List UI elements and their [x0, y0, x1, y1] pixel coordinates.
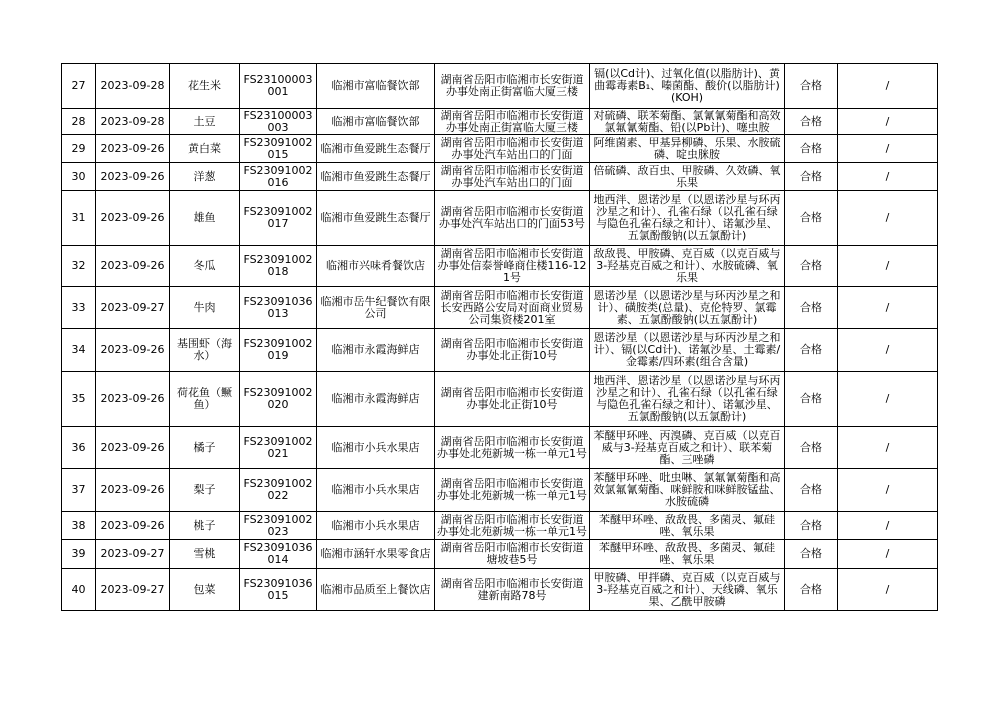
row-number: 37: [62, 469, 96, 512]
operator-address-text: 湖南省岳阳市临湘市长安街道办事处汽车站出口的门面: [440, 164, 584, 189]
test-items: [590, 163, 785, 191]
sample-code: [240, 469, 317, 512]
sample-code: [240, 287, 317, 329]
operator-address-text: 湖南省岳阳市临湘市长安街道办事处北苑新城一栋一单元1号: [437, 435, 587, 460]
remark: /: [838, 135, 938, 163]
sampling-date: 2023-09-27: [96, 569, 170, 611]
operator-address-text: 湖南省岳阳市临湘市长安街道办事处汽车站出口的门面: [440, 136, 584, 161]
remark: /: [838, 512, 938, 540]
operator-address: [435, 372, 590, 427]
test-items-text: 镉(以Cd计)、过氧化值(以脂肪计)、黄曲霉毒素B₁、嗪菌酯、酸价(以脂肪计)(KOH): [594, 68, 780, 104]
test-items: [590, 540, 785, 569]
sampling-date: 2023-09-26: [96, 512, 170, 540]
test-items-text: 对硫磷、联苯菊酯、氯氰氰菊酯和高效氯氟氰菊酯、铅(以Pb计)、噻虫胺: [593, 109, 781, 134]
operator-address: [435, 540, 590, 569]
sample-code: [240, 427, 317, 469]
operator-name-text: 临湘市鱼爱跳生态餐厅: [320, 212, 431, 224]
test-items-text: 地西泮、恩诺沙星（以恩诺沙星与环丙沙星之和计）、孔雀石绿（以孔雀石绿与隐色孔雀石绿之和计）、诺氟沙星、五氯酚酸钠(以五氯酚计): [593, 375, 781, 423]
remark: /: [838, 64, 938, 109]
test-items-text: 苯醚甲环唑、敌敌畏、多菌灵、氟硅唑、氧乐果: [599, 513, 775, 538]
sample-code: [240, 540, 317, 569]
test-result: 合格: [785, 191, 838, 246]
sample-code: [240, 109, 317, 135]
sample-code-text: FS23091002022: [243, 478, 313, 502]
operator-address-text: 湖南省岳阳市临湘市长安街道办事处北正街10号: [440, 387, 584, 411]
test-items: [590, 569, 785, 611]
operator-address: [435, 109, 590, 135]
row-number: 27: [62, 64, 96, 109]
sample-code-text: FS23091036015: [243, 577, 313, 602]
table-row: [62, 329, 938, 372]
food-name-text: 荷花鱼（鳜鱼）: [177, 387, 232, 411]
row-number: 36: [62, 427, 96, 469]
remark: /: [838, 163, 938, 191]
operator-address-text: 湖南省岳阳市临湘市长安街道办事处北正街10号: [440, 338, 584, 362]
row-number: 34: [62, 329, 96, 372]
table-body: [62, 64, 938, 611]
row-number: 29: [62, 135, 96, 163]
sample-code: [240, 135, 317, 163]
operator-address-text: 湖南省岳阳市临湘市长安街道办事处汽车站出口的门面53号: [439, 206, 585, 230]
food-name: 橘子: [170, 427, 240, 469]
food-name: 桃子: [170, 512, 240, 540]
test-items-text: 甲胺磷、甲拌磷、克百威（以克百威与3-羟基克百威之和计）、天线磷、氧乐果、乙酰甲胺磷: [593, 571, 781, 608]
row-number: 40: [62, 569, 96, 611]
table-row: [62, 469, 938, 512]
sample-code: [240, 64, 317, 109]
remark: /: [838, 109, 938, 135]
table-row: [62, 427, 938, 469]
operator-address-text: 湖南省岳阳市临湘市长安街道办事处北苑新城一栋一单元1号: [437, 513, 587, 538]
sampling-date: 2023-09-28: [96, 64, 170, 109]
table-row: [62, 109, 938, 135]
table-row: [62, 163, 938, 191]
table-row: [62, 135, 938, 163]
operator-address: [435, 135, 590, 163]
food-name: 梨子: [170, 469, 240, 512]
table-row: [62, 191, 938, 246]
operator-address-text: 湖南省岳阳市临湘市长安街道塘坡巷5号: [440, 542, 584, 566]
remark: /: [838, 540, 938, 569]
food-name: 冬瓜: [170, 246, 240, 287]
test-result: 合格: [785, 372, 838, 427]
sample-code: [240, 329, 317, 372]
operator-name: [317, 163, 435, 191]
sample-code-text: FS23091002016: [243, 164, 313, 189]
operator-name: 临湘市富临餐饮部: [317, 109, 435, 135]
operator-name-text: 临湘市涵轩水果零食店: [320, 548, 431, 560]
row-number: 38: [62, 512, 96, 540]
test-result: 合格: [785, 287, 838, 329]
sample-code: [240, 163, 317, 191]
food-name: [170, 372, 240, 427]
sample-code: [240, 246, 317, 287]
test-items-text: 恩诺沙星（以恩诺沙星与环丙沙星之和计）、镉(以Cd计)、诺氟沙星、土霉素/金霉素/四环素(组合含量): [593, 332, 781, 368]
remark: /: [838, 246, 938, 287]
operator-address: [435, 64, 590, 109]
operator-address: [435, 512, 590, 540]
test-result: 合格: [785, 109, 838, 135]
sampling-date: 2023-09-27: [96, 540, 170, 569]
test-result: 合格: [785, 540, 838, 569]
test-result: 合格: [785, 469, 838, 512]
test-items-text: 苯醚甲环唑、吡虫啉、氯氟氰菊酯和高效氯氟氰菊酯、咪鲜胺和咪鲜胺锰盐、水胺硫磷: [593, 472, 781, 508]
sample-code-text: FS23091002021: [243, 435, 313, 460]
food-name: 牛肉: [170, 287, 240, 329]
operator-name: 临湘市永霞海鲜店: [317, 372, 435, 427]
test-items: [590, 427, 785, 469]
remark: /: [838, 329, 938, 372]
test-items: [590, 246, 785, 287]
remark: /: [838, 469, 938, 512]
food-name: 包菜: [170, 569, 240, 611]
test-result: 合格: [785, 163, 838, 191]
operator-name: 临湘市永霞海鲜店: [317, 329, 435, 372]
test-items-text: 苯醚甲环唑、敌敌畏、多菌灵、氟硅唑、氧乐果: [599, 542, 775, 566]
sampling-date: 2023-09-28: [96, 109, 170, 135]
test-items: [590, 469, 785, 512]
sampling-date: 2023-09-26: [96, 191, 170, 246]
test-items: [590, 135, 785, 163]
row-number: 33: [62, 287, 96, 329]
inspection-results-table: [61, 63, 938, 611]
operator-address-text: 湖南省岳阳市临湘市长安街道办事处南正街富临大厦三楼: [440, 109, 584, 134]
sample-code: [240, 191, 317, 246]
operator-name-text: 临湘市岳牛纪餐饮有限公司: [320, 295, 431, 320]
sample-code-text: FS23091002020: [243, 387, 313, 411]
remark: /: [838, 372, 938, 427]
test-result: 合格: [785, 246, 838, 287]
test-items: [590, 109, 785, 135]
table-row: [62, 287, 938, 329]
operator-name: 临湘市富临餐饮部: [317, 64, 435, 109]
operator-name: 临湘市兴味肴餐饮店: [317, 246, 435, 287]
sample-code-text: FS23091036013: [243, 295, 313, 320]
sampling-date: 2023-09-26: [96, 372, 170, 427]
test-items-text: 苯醚甲环唑、丙溴磷、克百威（以克百威与3-羟基克百威之和计）、联苯菊酯、三唑磷: [593, 429, 781, 466]
test-items-text: 地西泮、恩诺沙星（以恩诺沙星与环丙沙星之和计）、孔雀石绿（以孔雀石绿与隐色孔雀石绿之和计）、诺氟沙星、五氯酚酸钠(以五氯酚计): [593, 194, 781, 242]
operator-name: 临湘市小兵水果店: [317, 469, 435, 512]
sample-code-text: FS23091002017: [243, 206, 313, 230]
test-result: 合格: [785, 427, 838, 469]
sample-code-text: FS23091002015: [243, 136, 313, 161]
table-row: [62, 512, 938, 540]
sample-code: [240, 512, 317, 540]
row-number: 31: [62, 191, 96, 246]
operator-address: [435, 469, 590, 512]
sample-code: [240, 569, 317, 611]
test-items-text: 倍硫磷、敌百虫、甲胺磷、久效磷、氧乐果: [593, 164, 781, 189]
operator-name-text: 临湘市鱼爱跳生态餐厅: [320, 170, 431, 183]
operator-name: 临湘市小兵水果店: [317, 427, 435, 469]
sampling-date: 2023-09-26: [96, 427, 170, 469]
sample-code-text: FS23100003001: [243, 74, 313, 98]
food-name: 黄白菜: [170, 135, 240, 163]
operator-address-text: 湖南省岳阳市临湘市长安街道办事处南正街富临大厦三楼: [440, 74, 584, 98]
row-number: 30: [62, 163, 96, 191]
operator-name: [317, 540, 435, 569]
operator-name: 临湘市品质至上餐饮店: [317, 569, 435, 611]
food-name: 雄鱼: [170, 191, 240, 246]
table-row: [62, 246, 938, 287]
test-items: [590, 287, 785, 329]
operator-name: 临湘市小兵水果店: [317, 512, 435, 540]
test-items: [590, 372, 785, 427]
test-result: 合格: [785, 329, 838, 372]
sampling-date: 2023-09-26: [96, 469, 170, 512]
operator-address-text: 湖南省岳阳市临湘市长安街道长安西路公安局对面商业贸易公司集资楼201室: [440, 289, 584, 326]
sampling-date: 2023-09-26: [96, 329, 170, 372]
test-result: 合格: [785, 64, 838, 109]
sampling-date: 2023-09-26: [96, 246, 170, 287]
operator-address-text: 湖南省岳阳市临湘市长安街道建新南路78号: [440, 577, 584, 602]
test-result: 合格: [785, 569, 838, 611]
test-items: [590, 512, 785, 540]
sample-code-text: FS23100003003: [243, 109, 313, 134]
operator-name: [317, 287, 435, 329]
sample-code-text: FS23091036014: [243, 542, 313, 566]
row-number: 39: [62, 540, 96, 569]
operator-address: [435, 246, 590, 287]
table-row: [62, 569, 938, 611]
operator-address: [435, 287, 590, 329]
operator-name: [317, 191, 435, 246]
row-number: 32: [62, 246, 96, 287]
food-name: [170, 329, 240, 372]
test-items-text: 阿维菌素、甲基异柳磷、乐果、水胺硫磷、啶虫脒胺: [593, 136, 781, 161]
sample-code: [240, 372, 317, 427]
test-result: 合格: [785, 135, 838, 163]
table-row: [62, 64, 938, 109]
sampling-date: 2023-09-27: [96, 287, 170, 329]
row-number: 35: [62, 372, 96, 427]
sample-code-text: FS23091002023: [243, 513, 313, 538]
operator-address: [435, 163, 590, 191]
food-name: 花生米: [170, 64, 240, 109]
test-items: [590, 64, 785, 109]
remark: /: [838, 427, 938, 469]
sample-code-text: FS23091002019: [243, 338, 313, 362]
table-row: [62, 372, 938, 427]
test-items: [590, 329, 785, 372]
food-name-text: 基围虾（海水）: [177, 338, 232, 362]
test-result: 合格: [785, 512, 838, 540]
operator-address: [435, 191, 590, 246]
test-items: [590, 191, 785, 246]
remark: /: [838, 191, 938, 246]
operator-address: [435, 569, 590, 611]
sampling-date: 2023-09-26: [96, 135, 170, 163]
food-name: 洋葱: [170, 163, 240, 191]
operator-address-text: 湖南省岳阳市临湘市长安街道办事处信泰誉峰商住楼116-121号: [437, 248, 587, 284]
operator-name: [317, 135, 435, 163]
operator-address-text: 湖南省岳阳市临湘市长安街道办事处北苑新城一栋一单元1号: [437, 478, 587, 502]
operator-address: [435, 329, 590, 372]
sampling-date: 2023-09-26: [96, 163, 170, 191]
operator-name-text: 临湘市鱼爱跳生态餐厅: [320, 142, 431, 155]
sample-code-text: FS23091002018: [243, 254, 313, 278]
table-row: [62, 540, 938, 569]
remark: /: [838, 569, 938, 611]
row-number: 28: [62, 109, 96, 135]
test-items-text: 敌敌畏、甲胺磷、克百威（以克百威与3-羟基克百威之和计）、水胺硫磷、氧乐果: [593, 248, 781, 284]
food-name: 土豆: [170, 109, 240, 135]
remark: /: [838, 287, 938, 329]
test-items-text: 恩诺沙星（以恩诺沙星与环丙沙星之和计）、磺胺类(总量)、克伦特罗、氯霉素、五氯酚酸钠(以五氯酚计): [593, 289, 781, 326]
operator-address: [435, 427, 590, 469]
food-name: 雪桃: [170, 540, 240, 569]
